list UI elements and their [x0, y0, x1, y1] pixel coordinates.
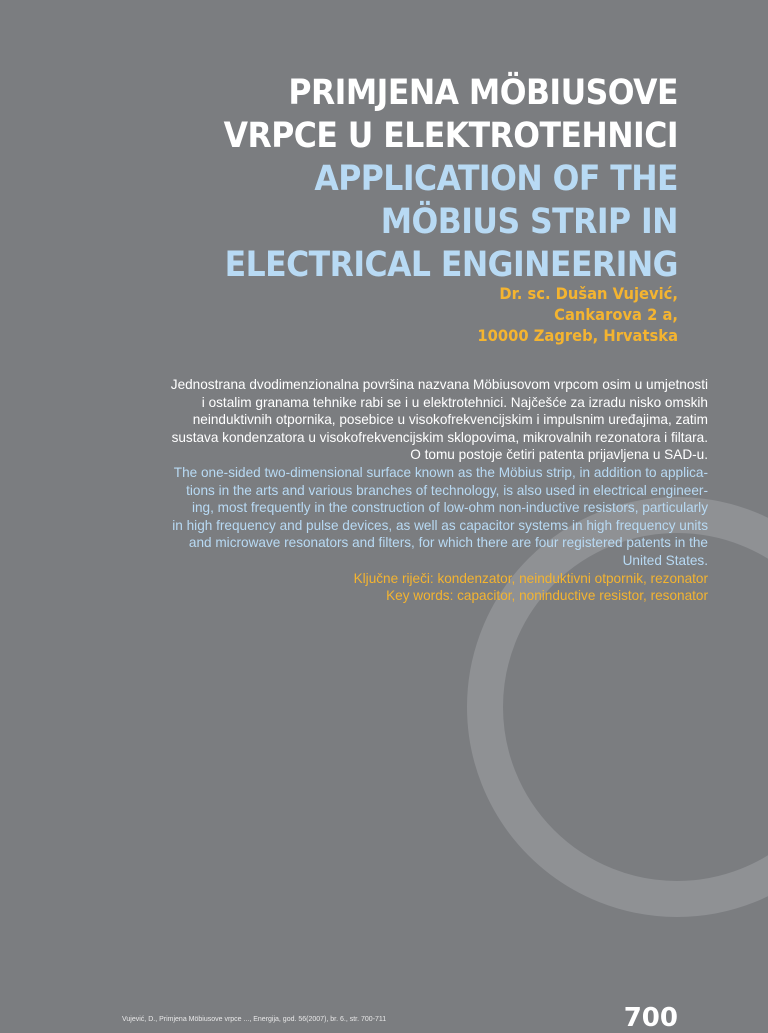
title-english-line: ELECTRICAL ENGINEERING [224, 245, 678, 285]
abstract-croatian-line: i ostalim granama tehnike rabi se i u elektrotehnici. Najčešće za izradu nisko omskih [201, 394, 708, 410]
title-english-line: APPLICATION OF THE [314, 159, 678, 199]
title-croatian-line: VRPCE U ELEKTROTEHNICI [223, 116, 678, 156]
author-city: 10000 Zagreb, Hrvatska [477, 326, 678, 345]
author-info [310, 283, 678, 346]
abstract-english-line: in high frequency and pulse devices, as well as capacitor systems in high frequency units [172, 517, 708, 533]
abstract-croatian-line: Jednostrana dvodimenzionalna površina nazvana Möbiusovom vrpcom osim u umjetnosti [170, 377, 708, 392]
page-number: 700 [623, 1003, 678, 1033]
abstract-english-line: ing, most frequently in the construction of low-ohm non-inductive resistors, particularly [191, 500, 708, 516]
title-english-line: MÖBIUS STRIP IN [380, 202, 678, 242]
abstract-croatian [88, 376, 708, 464]
author-name: Dr. sc. Dušan Vujević, [499, 284, 678, 303]
title-croatian-line: PRIMJENA MÖBIUSOVE [288, 73, 678, 113]
footer-citation: Vujević, D., Primjena Möbiusove vrpce ..., Energija, god. 56(2007), br. 6., str. 700-711 [122, 1016, 387, 1023]
title-croatian [138, 72, 678, 158]
abstract-english-line: and microwave resonators and filters, for which there are four registered patents in the [188, 535, 708, 551]
abstract-croatian-line: sustava kondenzatora u visokofrekvencijskim sklopovima, mikrovalnih rezonatora i filtara. [171, 429, 708, 445]
keywords-croatian: Ključne riječi: kondenzator, neinduktivni otpornik, rezonator [353, 570, 708, 586]
title-english [138, 158, 678, 287]
abstract-croatian-line: O tomu postoje četiri patenta prijavljena u SAD-u. [410, 447, 708, 463]
article-title [138, 72, 678, 287]
author-street: Cankarova 2 a, [554, 305, 678, 324]
abstract-english-line: The one-sided two-dimensional surface known as the Möbius strip, in addition to applica- [173, 464, 708, 480]
abstract-croatian-line: neinduktivnih otpornika, posebice u visokofrekvencijskim i impulsnim uređajima, zatim [192, 412, 708, 428]
abstract [88, 376, 708, 605]
keywords-english: Key words: capacitor, noninductive resistor, resonator [386, 588, 708, 604]
abstract-english [88, 464, 708, 570]
abstract-english-line: United States. [622, 552, 708, 568]
abstract-english-line: tions in the arts and various branches of technology, is also used in electrical engineer- [186, 482, 708, 498]
